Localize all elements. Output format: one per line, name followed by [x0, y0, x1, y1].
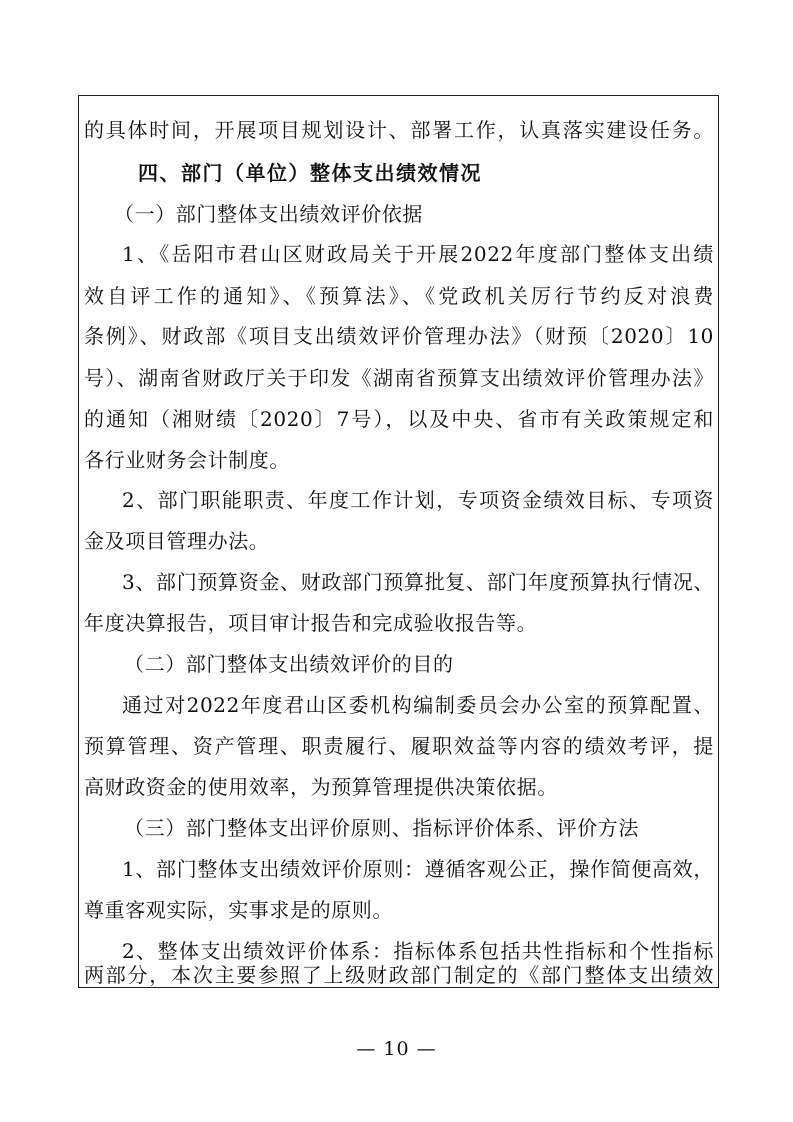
body-text-line: 两部分，本次主要参照了上级财政部门制定的《部门整体支出绩效	[84, 963, 714, 987]
page-number: — 10 —	[356, 1038, 437, 1060]
body-text-line: 效自评工作的通知》、《预算法》、《党政机关厉行节约反对浪费	[84, 284, 714, 308]
body-text-line: 号）、湖南省财政厅关于印发《湖南省预算支出绩效评价管理办法》	[84, 366, 714, 390]
subsection-heading: （三）部门整体支出评价原则、指标评价体系、评价方法	[124, 816, 639, 840]
subsection-heading: （一）部门整体支出绩效评价依据	[114, 202, 423, 226]
body-text-line: 2、整体支出绩效评价体系：指标体系包括共性指标和个性指标	[122, 939, 714, 963]
subsection-heading: （二）部门整体支出绩效评价的目的	[124, 652, 454, 676]
body-text-line: 的具体时间，开展项目规划设计、部署工作，认真落实建设任务。	[84, 118, 714, 142]
body-text-line: 条例》、财政部《项目支出绩效评价管理办法》（财预〔2020〕10	[84, 324, 714, 348]
body-text-line: 尊重客观实际，实事求是的原则。	[84, 898, 393, 922]
section-heading: 四、部门（单位）整体支出绩效情况	[138, 161, 482, 185]
body-text-line: 1、《岳阳市君山区财政局关于开展2022年度部门整体支出绩	[122, 242, 714, 266]
body-text-line: 3、部门预算资金、财政部门预算批复、部门年度预算执行情况、	[122, 570, 714, 594]
body-text-line: 高财政资金的使用效率，为预算管理提供决策依据。	[84, 775, 558, 799]
body-text-line: 的通知（湘财绩〔2020〕7号），以及中央、省市有关政策规定和	[84, 407, 714, 431]
body-text-line: 1、部门整体支出绩效评价原则：遵循客观公正，操作简便高效，	[122, 857, 714, 881]
body-text-line: 各行业财务会计制度。	[84, 448, 290, 472]
body-text-line: 通过对2022年度君山区委机构编制委员会办公室的预算配置、	[122, 693, 714, 717]
body-text-line: 金及项目管理办法。	[84, 529, 270, 553]
body-text-line: 年度决算报告，项目审计报告和完成验收报告等。	[84, 611, 538, 635]
body-text-line: 2、部门职能职责、年度工作计划，专项资金绩效目标、专项资	[122, 488, 714, 512]
body-text-line: 预算管理、资产管理、职责履行、履职效益等内容的绩效考评，提	[84, 734, 714, 758]
